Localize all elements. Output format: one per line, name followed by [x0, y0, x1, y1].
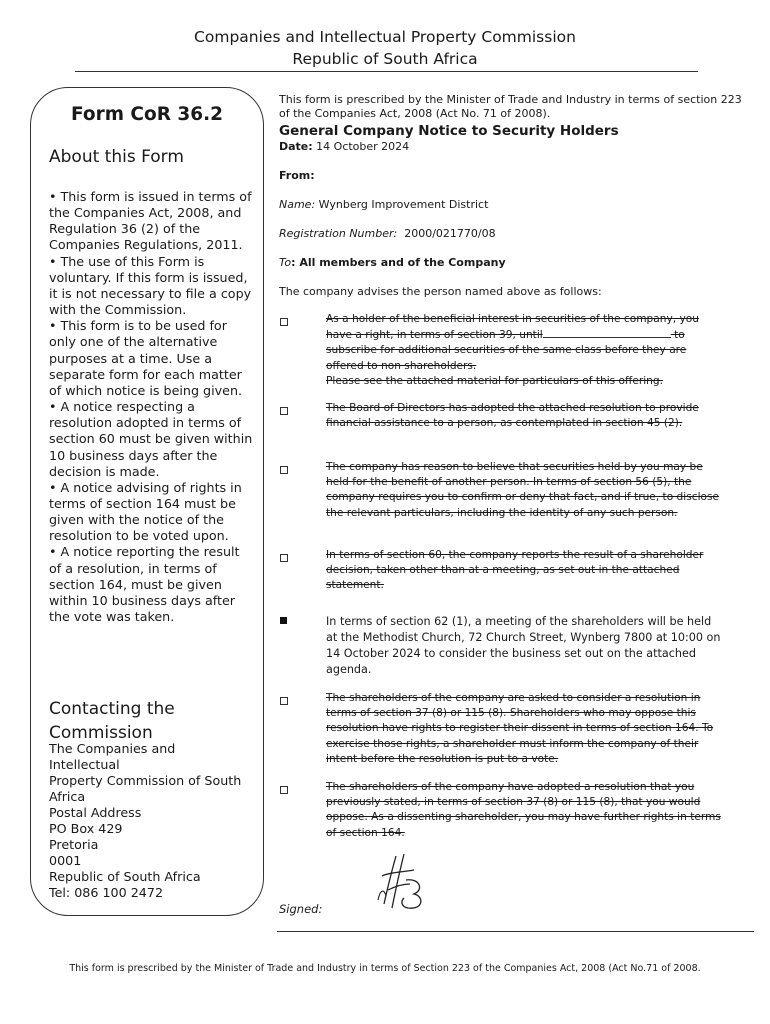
about-list [49, 189, 254, 625]
to-value: : All members and of the Company [291, 256, 506, 269]
form-title: Form CoR 36.2 [70, 104, 224, 125]
from-label: From: [279, 169, 315, 182]
registration-label: Registration Number: [279, 227, 398, 240]
contact-line: Intellectual [49, 757, 120, 772]
option-text: Please see the attached material for particulars of this offering. [326, 374, 663, 387]
date-value: 14 October 2024 [316, 140, 410, 153]
name-line [279, 198, 488, 211]
contact-line: Pretoria [49, 837, 99, 852]
contact-line: Africa [49, 789, 86, 804]
signature-image [374, 850, 426, 914]
contact-title: Contacting the Commission [49, 699, 175, 743]
option-checkbox[interactable] [280, 554, 288, 562]
signed-label: Signed: [279, 902, 323, 916]
option-financial-assistance: The Board of Directors has adopted the attached resolution to provide financial assistance to a person, as contemplated in section 45 (2). [326, 402, 699, 430]
header-commission-name: Companies and Intellectual Property Commission [194, 28, 576, 46]
option-adopted-resolution: The shareholders of the company have adopted a resolution that you previously stated, in terms of section 37 (8) or 115 (8), that you would oppose. As a dissenting shareholder, you may have further rights in terms of section 164. [326, 781, 721, 839]
contact-line: 0001 [49, 853, 82, 868]
signature-line [277, 931, 754, 932]
option-beneficial-holder: The company has reason to believe that securities held by you may be held for the benefit of another person. In terms of section 56 (5), the company requires you to confirm or deny that fact, and if true, to disclose the relevant particulars, including the identity of any such person. [326, 461, 720, 519]
to-line [279, 256, 506, 269]
footer-text: This form is prescribed by the Minister of Trade and Industry in terms of Section 223 of the Companies Act, 2008 (Act No.71 of 2008. [69, 963, 701, 974]
option-checkbox-checked[interactable] [280, 617, 287, 624]
header-rule [75, 71, 698, 72]
about-item: • This form is to be used for only one of the alternative purposes at a time. Use a separate form for each matter of which notice is being given. [49, 318, 243, 398]
contact-phone: Tel: 086 100 2472 [49, 885, 164, 900]
option-section-60-result: In terms of section 60, the company reports the result of a shareholder decision, taken other than at a meeting, as set out in the attached statement. [326, 549, 704, 592]
option-checkbox[interactable] [280, 786, 288, 794]
date-blank-field[interactable] [543, 327, 671, 338]
notice-title: General Company Notice to Security Holders [279, 123, 619, 139]
option-text: to subscribe for additional securities of the same class before they are offered to non shareholders. [326, 329, 687, 372]
contact-line: PO Box 429 [49, 821, 123, 836]
date-label: Date: [279, 140, 313, 153]
contact-line: Postal Address [49, 805, 142, 820]
contact-line: The Companies and [49, 741, 176, 756]
about-item: • A notice respecting a resolution adopted in terms of section 60 must be given within 10 business days after the decision is made. [49, 399, 253, 479]
option-text: As a holder of the beneficial interest in securities of the company, you have a right, in terms of section 39, until [326, 313, 699, 342]
contact-line: Republic of South Africa [49, 869, 201, 884]
option-shareholder-meeting: In terms of section 62 (1), a meeting of the shareholders will be held at the Methodist Church, 72 Church Street, Wynberg 7800 at 10:00 on 14 October 2024 to consider the business set out on the attached agenda. [326, 615, 721, 676]
notice-intro: This form is prescribed by the Minister of Trade and Industry in terms of section 223 of the Companies Act, 2008 (Act No. 71 of 2008). [279, 93, 742, 120]
to-label: To [279, 256, 292, 269]
about-item: • The use of this Form is voluntary. If this form is issued, it is not necessary to file a copy with the Commission. [49, 253, 252, 318]
option-checkbox[interactable] [280, 407, 288, 415]
about-item: • A notice advising of rights in terms of section 164 must be given with the notice of the resolution to be voted upon. [49, 479, 242, 544]
advises-line: The company advises the person named above as follows: [279, 285, 602, 298]
about-item: • This form is issued in terms of the Companies Act, 2008, and Regulation 36 (2) of the Companies Regulations, 2011. [49, 189, 252, 253]
option-checkbox[interactable] [280, 318, 288, 326]
about-item: • A notice reporting the result of a resolution, in terms of section 164, must be given within 10 business days after the vote was taken. [49, 544, 240, 625]
registration-line [279, 227, 496, 240]
option-checkbox[interactable] [280, 466, 288, 474]
about-title: About this Form [49, 147, 184, 167]
registration-value: 2000/021770/08 [404, 227, 496, 240]
option-rights-offer [326, 312, 724, 389]
header-country: Republic of South Africa [292, 50, 478, 68]
name-value: Wynberg Improvement District [318, 198, 489, 211]
contact-details [49, 741, 259, 901]
name-label: Name: [279, 198, 316, 211]
contact-line: Property Commission of South [49, 773, 242, 788]
date-line [279, 140, 409, 153]
option-resolution-vote: The shareholders of the company are asked to consider a resolution in terms of section 37 (8) or 115 (8). Shareholders who may oppose this resolution have rights to register their dissent in terms of section 164. To exercise those rights, a shareholder must inform the company of their intent before the resolution is put to a vote. [326, 692, 714, 765]
option-checkbox[interactable] [280, 697, 288, 705]
